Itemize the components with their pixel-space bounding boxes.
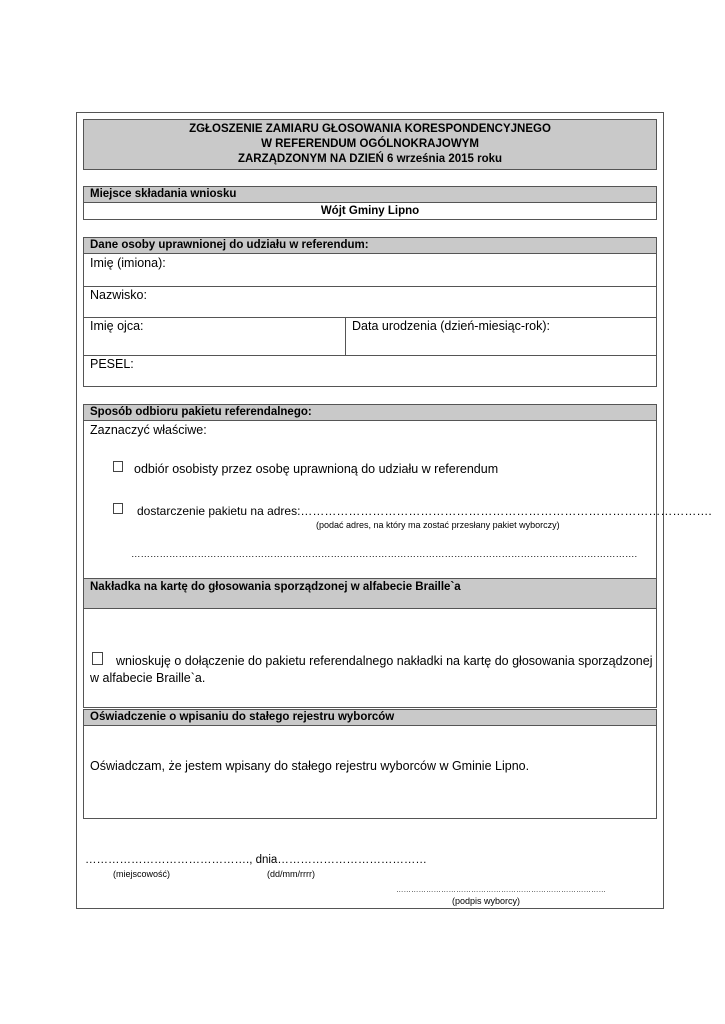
place-value: Wójt Gminy Lipno xyxy=(320,205,420,217)
header-line-3: ZARZĄDZONYM NA DZIEŃ 6 września 2015 roku xyxy=(237,153,503,165)
pesel-field[interactable] xyxy=(84,356,656,386)
braille-section-title: Nakładka na kartę do głosowania sporządzonej w alfabecie Braille`a xyxy=(90,581,461,593)
signature-hint: (podpis wyborcy) xyxy=(452,896,521,906)
delivery-instruction: Zaznaczyć właściwe: xyxy=(90,423,207,437)
delivery-section-title: Sposób odbioru pakietu referendalnego: xyxy=(90,406,312,418)
person-section-title: Dane osoby uprawnionej do udziału w referendum: xyxy=(90,239,369,251)
father-name-label: Imię ojca: xyxy=(90,319,144,333)
place-section-title: Miejsce składania wniosku xyxy=(90,188,237,200)
braille-request-line-1: wnioskuję o dołączenie do pakietu referendalnego nakładki na kartę do głosowania sporządzonej xyxy=(116,654,653,668)
braille-request-line-2: w alfabecie Braille`a. xyxy=(90,671,206,685)
surname-label: Nazwisko: xyxy=(90,288,147,302)
address-delivery-checkbox[interactable] xyxy=(113,503,123,514)
address-hint: (podać adres, na który ma zostać przesłany pakiet wyborczy) xyxy=(316,520,560,530)
address-line[interactable]: ……………………………………………………………………………………………………………………………………………. xyxy=(131,549,638,560)
pesel-label: PESEL: xyxy=(90,357,134,371)
first-name-label: Imię (imiona): xyxy=(90,256,166,270)
date-hint: (dd/mm/rrrr) xyxy=(267,869,315,879)
address-delivery-label: dostarczenie pakietu na adres:…………………………………………………………………………………………. xyxy=(137,504,712,518)
birth-date-field[interactable] xyxy=(346,318,656,355)
registry-section-title: Oświadczenie o wpisaniu do stałego rejestru wyborców xyxy=(90,711,395,723)
personal-pickup-label: odbiór osobisty przez osobę uprawnioną do udziału w referendum xyxy=(134,462,499,476)
registry-statement: Oświadczam, że jestem wpisany do stałego rejestru wyborców w Gminie Lipno. xyxy=(90,759,530,773)
first-name-field[interactable] xyxy=(84,254,656,285)
braille-overlay-checkbox[interactable] xyxy=(92,652,103,665)
place-date-line[interactable]: ……………………………………., dnia………………………………… xyxy=(85,854,427,866)
birth-date-label: Data urodzenia (dzień-miesiąc-rok): xyxy=(352,319,550,333)
place-hint: (miejscowość) xyxy=(113,869,171,879)
signature-line[interactable]: ………………………………………………………………………… xyxy=(396,885,606,894)
header-line-1: ZGŁOSZENIE ZAMIARU GŁOSOWANIA KORESPONDENCYJNEGO xyxy=(189,123,551,135)
surname-field[interactable] xyxy=(84,287,656,317)
father-name-field[interactable] xyxy=(84,318,344,355)
header-line-2: W REFERENDUM OGÓLNOKRAJOWYM xyxy=(261,138,479,150)
personal-pickup-checkbox[interactable] xyxy=(113,461,123,472)
